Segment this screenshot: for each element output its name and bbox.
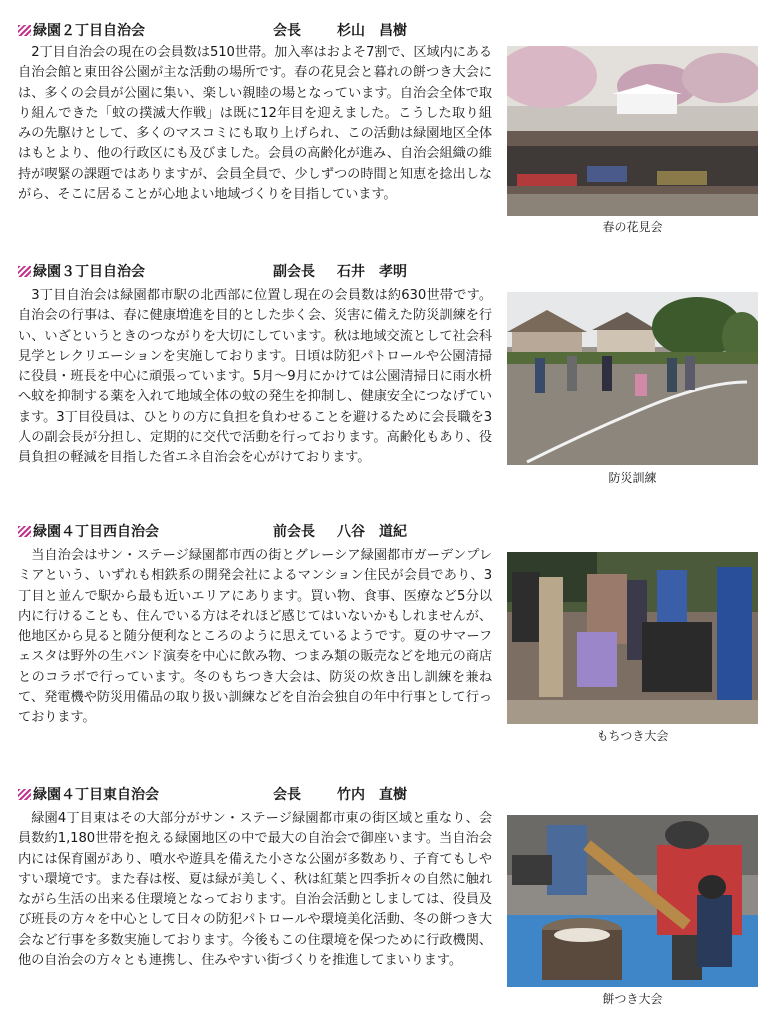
hatch-marker-icon	[18, 526, 31, 537]
section-body: 2丁目自治会の現在の会員数は510世帯。加入率はおよそ7割で、区域内にある自治会館と東田谷公園が主な活動の場所です。春の花見会と暮れの餅つき大会には、多くの会員が公園に集い、楽しい親睦の場となっています。自治会全体で取り組んできた「蚊の撲滅大作戦」は既に12年目を迎えました。こうした取り組みの先駆けとして、多くのマスコミにも取り上げられ、この活動は緑園地区全体はもとより、他の行政区にも及びました。会員の高齢化が進み、自治会組織の維持が喫緊の課題ではありますが、会員全員で、少しずつの時間と知恵を捻出しながら、そこに居ることが心地よい地域づくりを目指しています。	[18, 45, 492, 203]
section-header	[18, 521, 498, 543]
association-name: 緑園２丁目自治会	[33, 23, 145, 39]
role-title: 会長	[273, 787, 301, 803]
section-body: 当自治会はサン・ステージ緑園都市西の街とグレーシア緑園都市ガーデンプレミアという、いずれも相鉄系の開発会社によるマンション住民が会員であり、3丁目と並んで駅から最も近いエリアにあります。買い物、食事、医療など5分以内に行けることも、住んでいる方はそれほど感じてはいないかもしれませんが、他地区から見ると随分便利なところのように思えているようです。夏のサマーフェスタは野外の生バンド演奏を中心に飲み物、つまみ類の販売などを地元の商店とのコラボで行っています。冬のもちつき大会は、防災の炊き出し訓練を兼ねて、発電機や防災用備品の取り扱い訓練などを自治会独自の年中行事として行っております。	[18, 548, 492, 726]
role-title: 副会長	[273, 264, 315, 280]
photo-caption: 餅つき大会	[602, 992, 663, 1006]
role-title: 前会長	[273, 524, 315, 540]
section-header	[18, 784, 498, 806]
photo-hanami	[507, 46, 758, 216]
hatch-marker-icon	[18, 266, 31, 277]
section-body: 緑園4丁目東はその大部分がサン・ステージ緑園都市東の街区域と重なり、会員数約1,180世帯を抱える緑園地区の中で最大の自治会で御座います。当自治会内には保育園があり、噴水や遊具を備えた小さな公園が多数あり、子育てもしやすい環境です。また春は桜、夏は緑が美しく、秋は紅葉と四季折々の自然に触れながら生活の出来る住環境となっております。自治会活動としましては、役員及び班長の方々を中心として日々の防犯パトロールや環境美化活動、冬の餅つき大会など行事を多数実施しております。今後もこの住環境を保つために行政機関、他の自治会の方々とも連携し、住みやすい街づくりを推進してまいります。	[18, 811, 492, 969]
role-title: 会長	[273, 23, 301, 39]
section-header	[18, 261, 498, 283]
person-name: 竹内 直樹	[337, 787, 407, 803]
association-name: 緑園３丁目自治会	[33, 264, 145, 280]
photo-caption: 春の花見会	[602, 220, 663, 234]
hatch-marker-icon	[18, 789, 31, 800]
photo-drill	[507, 292, 758, 465]
association-name: 緑園４丁目東自治会	[33, 787, 159, 803]
photo-caption: 防災訓練	[608, 471, 657, 485]
section-header	[18, 20, 498, 42]
person-name: 石井 孝明	[337, 264, 407, 280]
section-body: 3丁目自治会は緑園都市駅の北西部に位置し現在の会員数は約630世帯です。自治会の行事は、春に健康増進を目的とした歩く会、災害に備えた防災訓練を行い、いざというときのつながりを大切にしています。秋は地域交流として社会科見学とレクリエーションを実施しております。日頃は防犯パトロールや公園清掃に役員・班長を中心に頑張っています。5月～9月にかけては公園清掃日に雨水枡へ蚊を抑制する薬を入れて地域全体の蚊の発生を抑制し、健康安全につなげています。3丁目役員は、ひとりの方に負担を負わせることを避けるために会長職を3人の副会長が分担し、定期的に交代で活動を行っております。高齢化もあり、役員負担の軽減を目指した省エネ自治会を心がけております。	[18, 288, 492, 466]
photo-mochitsuki-2	[507, 815, 758, 987]
hatch-marker-icon	[18, 25, 31, 36]
association-name: 緑園４丁目西自治会	[33, 524, 159, 540]
person-name: 杉山 昌樹	[337, 23, 407, 39]
photo-caption: もちつき大会	[596, 729, 669, 743]
person-name: 八谷 道紀	[337, 524, 407, 540]
photo-mochitsuki	[507, 552, 758, 724]
